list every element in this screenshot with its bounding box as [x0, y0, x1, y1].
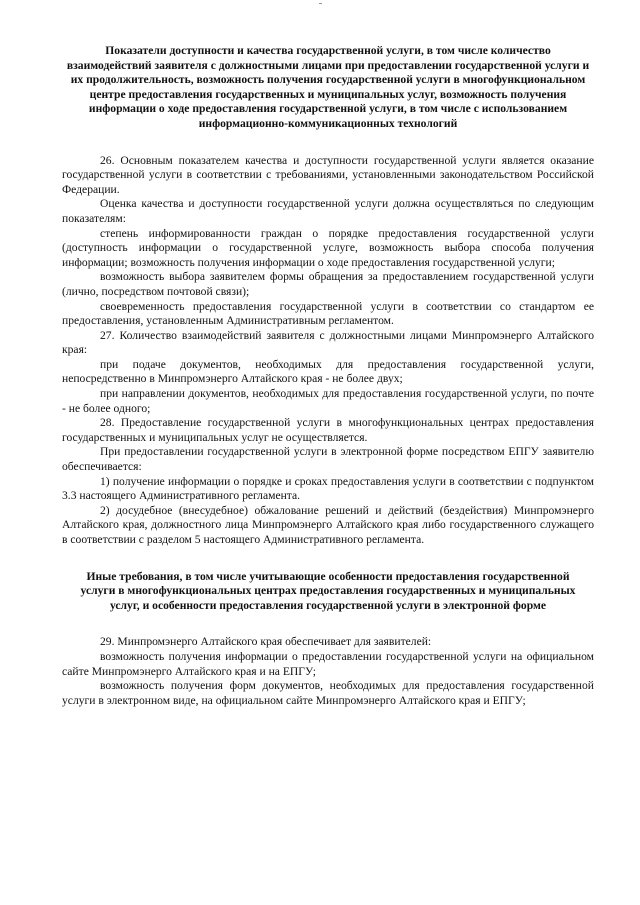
paragraph-in-person-submission: при подаче документов, необходимых для предоставления государственной услуги, непосредственно в Минпромэнерго Алтайского края - не более двух; — [62, 357, 594, 386]
paragraph-27-interactions: 27. Количество взаимодействий заявителя с должностными лицами Минпромэнерго Алтайского края: — [62, 328, 594, 357]
paragraph-quality-assessment-intro: Оценка качества и доступности государственной услуги должна осуществляться по следующим показателям: — [62, 197, 594, 225]
paragraph-info-on-website: возможность получения информации о предоставлении государственной услуги на официальном сайте Минпромэнерго Алтайского края и на ЕПГУ; — [62, 649, 594, 678]
paragraph-document-forms: возможность получения форм документов, необходимых для предоставления государственной услуги в электронном виде, на официальном сайте Минпромэнерго Алтайского края и ЕПГУ; — [62, 679, 594, 707]
section-body-accessibility-quality — [62, 154, 594, 548]
paragraph-epgu-item-2: 2) досудебное (внесудебное) обжалование решений и действий (бездействия) Минпромэнерго Алтайского края, должностного лица Минпромэнерго Алтайского края либо государственного служащего в соответствии с разделом 5 настоящего Административного регламента. — [62, 503, 594, 546]
paragraph-choice-of-form: возможность выбора заявителем формы обращения за предоставлением государственной услуги (лично, посредством почтовой связи); — [62, 270, 594, 298]
paragraph-timeliness: своевременность предоставления государственной услуги в соответствии со стандартом ее предоставления, установленным Административным регламентом. — [62, 299, 594, 328]
paragraph-epgu-intro: При предоставлении государственной услуги в электронной форме посредством ЕПГУ заявителю обеспечивается: — [62, 445, 594, 474]
paragraph-28-mfc: 28. Предоставление государственной услуги в многофункциональных центрах предоставления государственных и муниципальных услуг не осуществляется. — [62, 416, 594, 444]
section-heading-accessibility-quality: Показатели доступности и качества государственной услуги, в том числе количество взаимодействий заявителя с должностными лицами при предоставлении государственной услуги и их продолжительность, возможность получения государственной услуги в многофункциональном центре предоставления государственных и муниципальных услуг, возможность получения информации о ходе предоставления государственной услуги, в том числе с использованием информационно-коммуникационных технологий — [66, 44, 590, 130]
paragraph-29-provisions: 29. Минпромэнерго Алтайского края обеспечивает для заявителей: — [100, 635, 432, 649]
section-heading-other-requirements: Иные требования, в том числе учитывающие особенности предоставления государственной услуги в многофункциональных центрах предоставления государственных и муниципальных услуг, и особенности предоставления государственной услуги в электронной форме — [80, 569, 576, 612]
paragraph-epgu-item-1: 1) получение информации о порядке и сроках предоставления услуги в соответствии с подпунктом 3.3 настоящего Административного регламента. — [62, 474, 594, 503]
page-top-mark — [319, 3, 322, 4]
section-body-other-requirements — [62, 635, 594, 708]
paragraph-26-main-indicator: 26. Основным показателем качества и доступности государственной услуги является оказание государственной услуги в соответствии с требованиями, установленными законодательством Российской Федерации. — [62, 153, 594, 196]
paragraph-postal-submission: при направлении документов, необходимых для предоставления государственной услуги, по почте - не более одного; — [62, 387, 594, 415]
document-content — [62, 44, 594, 708]
paragraph-information-awareness: степень информированности граждан о порядке предоставления государственной услуги (доступность информации о государственной услуге, возможность выбора способа получения информации; возможность получения информации о ходе предоставления государственной услуги; — [62, 226, 594, 269]
